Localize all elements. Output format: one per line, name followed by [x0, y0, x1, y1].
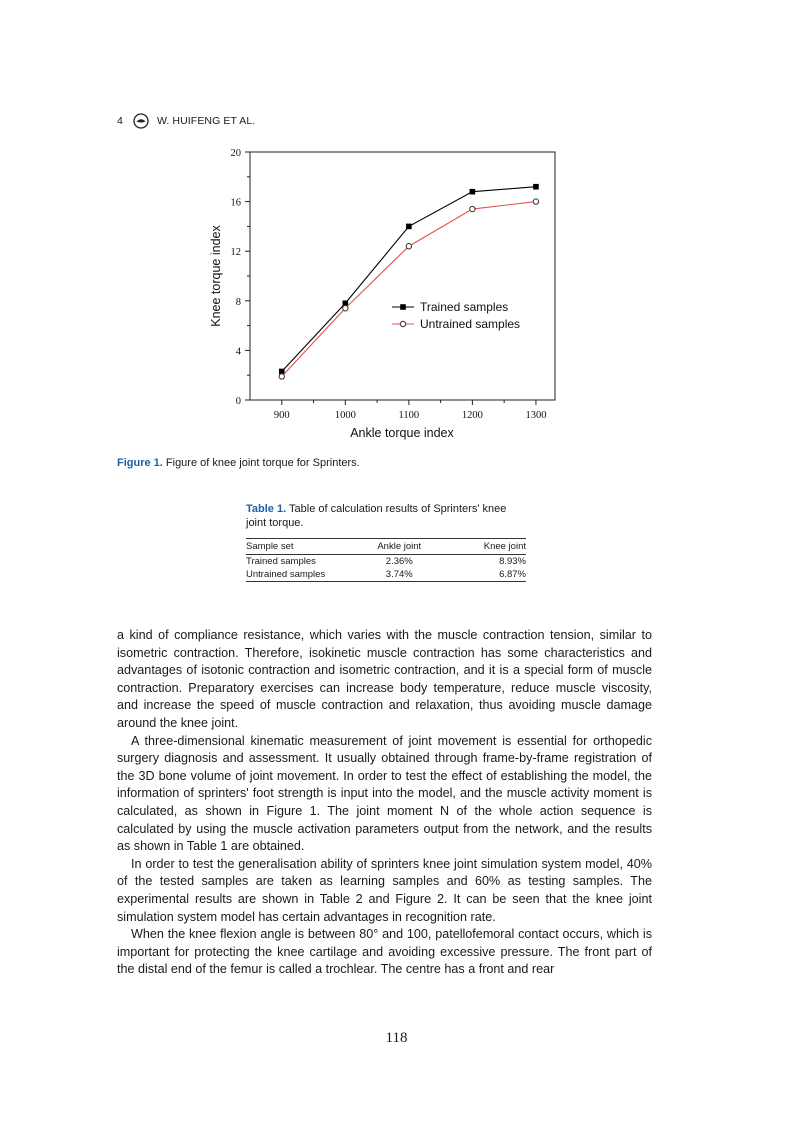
- y-tick-label: 12: [230, 247, 241, 259]
- paragraph: A three-dimensional kinematic measurement of joint movement is essential for orthopedic surgery diagnosis and assessment. It usually obtained through frame-by-frame registration of the 3D bone volume of joint movement. In order to test the effect of establishing the model, the information of sprinters' foot strength is input into the model, and the muscle activity moment is calculated, as shown in Figure 1. The joint moment N of the whole action sequence is calculated by using the muscle activation parameters output from the network, and the results as shown in Table 1 are obtained.: [117, 733, 652, 854]
- series-line-0: [282, 187, 536, 372]
- table-header-cell: Sample set: [246, 539, 356, 555]
- running-head: [117, 112, 255, 130]
- table-cell: 2.36%: [385, 556, 413, 567]
- legend-marker-untrained: [400, 321, 405, 326]
- knee-torque-chart: [200, 140, 570, 445]
- figure-caption-label: Figure 1.: [117, 457, 163, 469]
- table-row: [246, 555, 526, 569]
- data-point-trained: [406, 224, 412, 230]
- data-point-trained: [533, 184, 539, 190]
- table-cell: 6.87%: [443, 568, 526, 582]
- data-point-untrained: [406, 244, 411, 249]
- y-tick-label: 20: [230, 148, 241, 159]
- axis-ticks: [231, 148, 547, 421]
- data-point-untrained: [470, 206, 475, 211]
- x-tick-label: 1000: [334, 410, 356, 421]
- table-cell: 3.74%: [356, 568, 443, 582]
- figure-caption: [117, 457, 360, 469]
- results-table: [246, 538, 526, 582]
- y-tick-label: 8: [235, 296, 241, 308]
- chart-svg: [200, 140, 570, 445]
- data-point-untrained: [533, 199, 538, 204]
- legend: [392, 300, 520, 331]
- x-tick-label: 1300: [525, 410, 547, 421]
- page-number: 4: [117, 115, 123, 127]
- x-tick-label: 1100: [398, 410, 420, 421]
- series-group: [279, 184, 539, 379]
- table-header-row: [246, 539, 526, 555]
- table-header-cell: Knee joint: [443, 539, 526, 555]
- table-header-cell: Ankle joint: [356, 539, 443, 555]
- running-head-authors: W. HUIFENG ET AL.: [156, 115, 256, 127]
- table-cell: 8.93%: [499, 556, 526, 567]
- x-axis-label: Ankle torque index: [350, 426, 454, 440]
- paragraph: a kind of compliance resistance, which varies with the muscle contraction tension, similar to isometric contraction. Therefore, isokinetic muscle contraction has some characteristics and advantages of isotonic contraction and isometric contraction, and it is a special form of muscle contraction. Preparatory exercises can increase body temperature, reduce muscle viscosity, and increase the speed of muscle contraction and relaxation, thus avoiding muscle damage around the knee joint.: [117, 628, 652, 730]
- paragraph: In order to test the generalisation ability of sprinters knee joint simulation system model, 40% of the tested samples are taken as learning samples and 60% as testing samples. The experimental results are shown in Table 2 and Figure 2. It can be seen that the knee joint simulation system model has certain advantages in recognition rate.: [117, 856, 652, 924]
- legend-label: Untrained samples: [420, 317, 521, 331]
- table-caption-text: Table of calculation results of Sprinters' knee joint torque.: [246, 503, 507, 529]
- table-caption-label: Table 1.: [246, 503, 287, 515]
- y-tick-label: 16: [230, 197, 241, 209]
- table-row: [246, 568, 526, 582]
- figure-caption-text: Figure of knee joint torque for Sprinters.: [162, 457, 360, 469]
- x-tick-label: 900: [273, 410, 290, 421]
- y-tick-label: 4: [235, 346, 241, 358]
- legend-marker-trained: [400, 304, 406, 310]
- results-table-block: [246, 502, 526, 582]
- data-point-trained: [470, 189, 476, 195]
- y-tick-label: 0: [235, 396, 241, 407]
- x-tick-label: 1200: [461, 410, 483, 421]
- table-caption: [246, 502, 526, 530]
- paragraph: When the knee flexion angle is between 80° and 100, patellofemoral contact occurs, which is important for protecting the knee cartilage and avoiding excessive pressure. The front part of the distal end of the femur is called a trochlear. The centre has a front and rear: [117, 927, 652, 977]
- table-cell: Untrained samples: [246, 568, 356, 582]
- folio-page-number: 118: [385, 1030, 408, 1046]
- table-cell: Trained samples: [246, 556, 316, 567]
- y-axis-label: Knee torque index: [209, 225, 223, 327]
- data-point-untrained: [343, 306, 348, 311]
- publisher-logo-icon: [133, 113, 149, 129]
- data-point-untrained: [279, 374, 284, 379]
- legend-label: Trained samples: [420, 300, 509, 314]
- body-text: [117, 627, 652, 979]
